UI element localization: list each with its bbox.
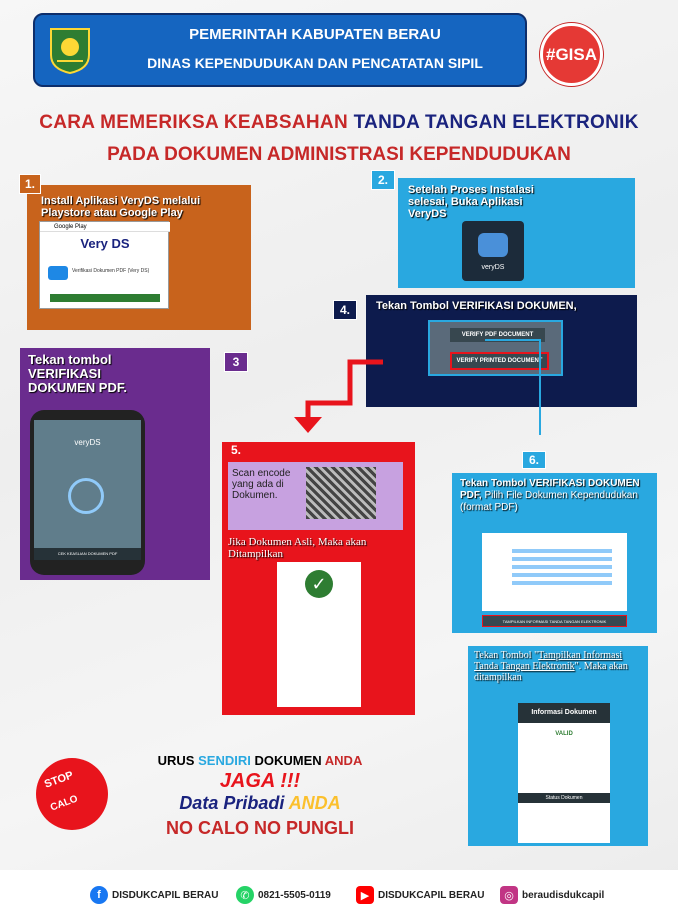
step3-footer-button: CEK KEASLIAN DOKUMEN PDF bbox=[34, 548, 141, 560]
app-name: Very DS bbox=[80, 236, 130, 251]
step7-panel bbox=[468, 646, 648, 846]
step7-screen-title: Informasi Dokumen bbox=[518, 703, 610, 723]
footer-youtube[interactable] bbox=[356, 886, 485, 904]
step3-number: 3 bbox=[224, 352, 248, 372]
slogan-urus: URUS bbox=[157, 753, 195, 768]
slogan-data-pribadi: Data Pribadi bbox=[179, 793, 285, 813]
step6-document bbox=[512, 545, 612, 585]
app-icon bbox=[48, 266, 68, 280]
footer-facebook[interactable] bbox=[90, 886, 219, 904]
veryds-label: veryDS bbox=[481, 264, 505, 271]
step2-number: 2. bbox=[371, 170, 395, 190]
step5-scan-text: Scan encode yang ada di Dokumen. bbox=[232, 468, 291, 501]
app-item: Verifikasi Dokumen PDF (Very DS) bbox=[72, 268, 150, 274]
slogan-data bbox=[145, 793, 375, 814]
header-line2: DINAS KEPENDUDUKAN DAN PENCATATAN SIPIL bbox=[147, 55, 483, 71]
check-icon: ✓ bbox=[305, 570, 333, 598]
step3-text: Tekan tombol VERIFIKASI DOKUMEN PDF. bbox=[28, 352, 127, 395]
calo-label: CALO bbox=[48, 793, 80, 814]
step1-playstore-screenshot bbox=[39, 221, 169, 309]
footer bbox=[0, 870, 678, 923]
slogan-sendiri: SENDIRI bbox=[198, 753, 251, 768]
title-dark: TANDA TANGAN ELEKTRONIK bbox=[353, 112, 639, 133]
whatsapp-icon: ✆ bbox=[236, 886, 254, 904]
footer-fb-label: DISDUKCAPIL BERAU bbox=[112, 889, 219, 901]
step7-screen bbox=[518, 703, 610, 843]
step4-number: 4. bbox=[333, 300, 357, 320]
footer-yt-label: DISDUKCAPIL BERAU bbox=[378, 889, 485, 901]
step1-text: Install Aplikasi VeryDS melalui Playstore atau Google Play bbox=[41, 195, 201, 219]
slogan-dokumen: DOKUMEN bbox=[254, 753, 322, 768]
step3-phone bbox=[30, 410, 145, 575]
verify-printed-button: VERIFY PRINTED DOCUMENT bbox=[450, 352, 549, 370]
step5-result-screen bbox=[277, 562, 361, 707]
step7-text-red: Tampilkan Informasi Tanda Tangan Elektronik bbox=[474, 650, 623, 672]
step6-text-bold: Tekan Tombol VERIFIKASI DOKUMEN PDF, bbox=[460, 478, 640, 501]
header-banner bbox=[33, 13, 527, 87]
status-header: Status Dokumen bbox=[518, 793, 610, 803]
stop-calo-badge bbox=[36, 758, 108, 830]
step7-text bbox=[474, 650, 642, 683]
berau-logo bbox=[47, 25, 93, 75]
step7-text-post: ". Maka akan ditampilkan bbox=[474, 661, 628, 683]
blue-arrow-line bbox=[485, 340, 540, 435]
arrows bbox=[280, 335, 580, 435]
step6-text bbox=[460, 478, 652, 514]
show-info-bar: TAMPILKAN INFORMASI TANDA TANGAN ELEKTRONIK bbox=[482, 615, 627, 627]
instagram-icon: ◎ bbox=[500, 886, 518, 904]
youtube-icon: ▶ bbox=[356, 886, 374, 904]
step5-result-text: Jika Dokumen Asli, Maka akan Ditampilkan bbox=[228, 536, 367, 560]
slogan-nocalo: NO CALO NO PUNGLI bbox=[166, 818, 354, 838]
red-arrow-line bbox=[308, 362, 383, 423]
header-line1: PEMERINTAH KABUPATEN BERAU bbox=[189, 26, 441, 43]
stop-label: STOP bbox=[42, 769, 75, 791]
slogan-anda2: ANDA bbox=[288, 793, 341, 813]
red-arrow-head bbox=[294, 417, 322, 433]
title-red: CARA MEMERIKSA KEABSAHAN bbox=[39, 112, 348, 133]
step6-panel bbox=[452, 473, 657, 633]
step5-scan-box bbox=[228, 462, 403, 530]
step1-panel bbox=[27, 185, 251, 330]
playstore-label: Google Play bbox=[40, 222, 170, 232]
install-button bbox=[50, 294, 160, 302]
slogan-line1 bbox=[145, 753, 375, 768]
step1-number: 1. bbox=[19, 174, 41, 194]
main-title bbox=[0, 112, 678, 134]
footer-instagram[interactable] bbox=[500, 886, 604, 904]
step5-number: 5. bbox=[230, 443, 241, 457]
step3-panel bbox=[20, 348, 210, 580]
step3-screen bbox=[34, 420, 141, 560]
step2-panel bbox=[398, 178, 635, 288]
slogan-anda: ANDA bbox=[324, 753, 363, 768]
veryds-app-icon bbox=[462, 221, 524, 281]
verify-pdf-button: VERIFY PDF DOCUMENT bbox=[450, 328, 545, 342]
step3-app-label: veryDS bbox=[74, 438, 101, 447]
footer-wa-label: 0821-5505-0119 bbox=[258, 889, 331, 901]
hashtag-badge: #GISA bbox=[540, 23, 603, 86]
step2-text: Setelah Proses Instalasi selesai, Buka Aplikasi VeryDS bbox=[408, 184, 534, 220]
step4-text: Tekan Tombol VERIFIKASI DOKUMEN, bbox=[376, 300, 577, 312]
key-icon bbox=[68, 478, 104, 514]
main-title-line2: PADA DOKUMEN ADMINISTRASI KEPENDUDUKAN bbox=[107, 144, 571, 165]
footer-whatsapp[interactable] bbox=[236, 886, 331, 904]
step7-text-pre: Tekan Tombol " bbox=[474, 650, 539, 661]
valid-label: VALID bbox=[555, 731, 573, 737]
step6-text-rest: Pilih File Dokumen Kependudukan (format PDF) bbox=[460, 490, 638, 513]
step5-panel bbox=[222, 442, 415, 715]
step6-screenshot bbox=[482, 533, 627, 611]
step6-number: 6. bbox=[522, 451, 546, 469]
qr-code bbox=[306, 467, 376, 519]
slogan-jaga: JAGA !!! bbox=[219, 770, 301, 792]
facebook-icon: f bbox=[90, 886, 108, 904]
veryds-icon-shape bbox=[478, 233, 508, 257]
footer-ig-label: beraudisdukcapil bbox=[522, 889, 605, 901]
